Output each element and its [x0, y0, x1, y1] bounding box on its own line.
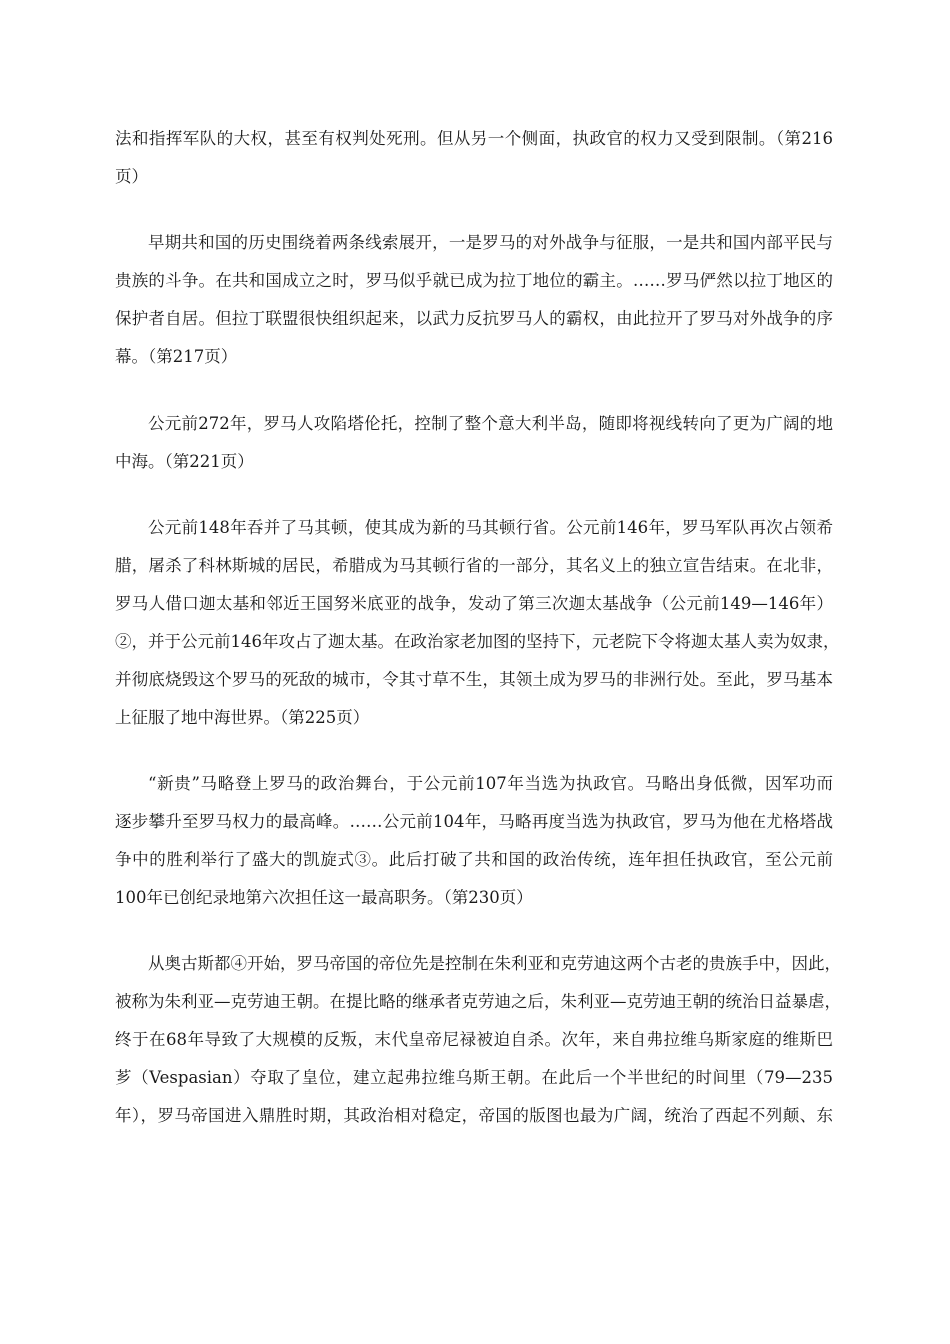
paragraph-line: 争中的胜利举行了盛大的凯旋式③。此后打破了共和国的政治传统，连年担任执政官，至公元前 — [115, 850, 833, 869]
paragraph-line: 贵族的斗争。在共和国成立之时，罗马似乎就已成为拉丁地位的霸主。……罗马俨然以拉丁地区的 — [115, 271, 833, 290]
paragraph-line: 公元前148年吞并了马其顿，使其成为新的马其顿行省。公元前146年，罗马军队再次占领希 — [148, 518, 833, 537]
paragraph-line: 并彻底烧毁这个罗马的死敌的城市，令其寸草不生，其领土成为罗马的非洲行处。至此，罗马基本 — [115, 670, 833, 689]
paragraph-line: 中海。（第221页） — [115, 452, 254, 471]
paragraph-line: 被称为朱利亚—克劳迪王朝。在提比略的继承者克劳迪之后，朱利亚—克劳迪王朝的统治日益暴虐， — [115, 992, 841, 1011]
paragraph-line: 芗（Vespasian）夺取了皇位，建立起弗拉维乌斯王朝。在此后一个半世纪的时间里（79—235 — [115, 1068, 833, 1087]
paragraph-line: 罗马人借口迦太基和邻近王国努米底亚的战争，发动了第三次迦太基战争（公元前149—146年） — [115, 594, 833, 613]
paragraph-line: 年），罗马帝国进入鼎胜时期，其政治相对稳定，帝国的版图也最为广阔，统治了西起不列颠、东 — [115, 1106, 833, 1125]
paragraph-line: 保护者自居。但拉丁联盟很快组织起来，以武力反抗罗马人的霸权，由此拉开了罗马对外战争的序 — [115, 309, 833, 328]
paragraph-line: 公元前272年，罗马人攻陷塔伦托，控制了整个意大利半岛，随即将视线转向了更为广阔的地 — [148, 414, 833, 433]
paragraph-line: 从奥古斯都④开始，罗马帝国的帝位先是控制在朱利亚和克劳迪这两个古老的贵族手中，因此， — [148, 954, 841, 973]
paragraph-line: 上征服了地中海世界。（第225页） — [115, 708, 370, 727]
paragraph-line: 法和指挥军队的大权，甚至有权判处死刑。但从另一个侧面，执政官的权力又受到限制。（第216 — [115, 129, 833, 148]
paragraph-line: 腊，屠杀了科林斯城的居民，希腊成为马其顿行省的一部分，其名义上的独立宣告结束。在北非， — [115, 556, 833, 575]
paragraph-line: 幕。（第217页） — [115, 347, 238, 366]
paragraph-line: ②，并于公元前146年攻占了迦太基。在政治家老加图的坚持下，元老院下令将迦太基人卖为奴隶， — [115, 632, 840, 651]
paragraph-line: 终于在68年导致了大规模的反叛，末代皇帝尼禄被迫自杀。次年，来自弗拉维乌斯家庭的维斯巴 — [115, 1030, 833, 1049]
paragraph-line: 页） — [115, 167, 148, 186]
paragraph-line: 100年已创纪录地第六次担任这一最高职务。（第230页） — [115, 888, 533, 907]
paragraph-line: 早期共和国的历史围绕着两条线索展开，一是罗马的对外战争与征服，一是共和国内部平民与 — [148, 233, 833, 252]
paragraph-line: “新贵”马略登上罗马的政治舞台，于公元前107年当选为执政官。马略出身低微，因军功而 — [148, 774, 833, 793]
paragraph-line: 逐步攀升至罗马权力的最高峰。……公元前104年，马略再度当选为执政官，罗马为他在尤格塔战 — [115, 812, 833, 831]
